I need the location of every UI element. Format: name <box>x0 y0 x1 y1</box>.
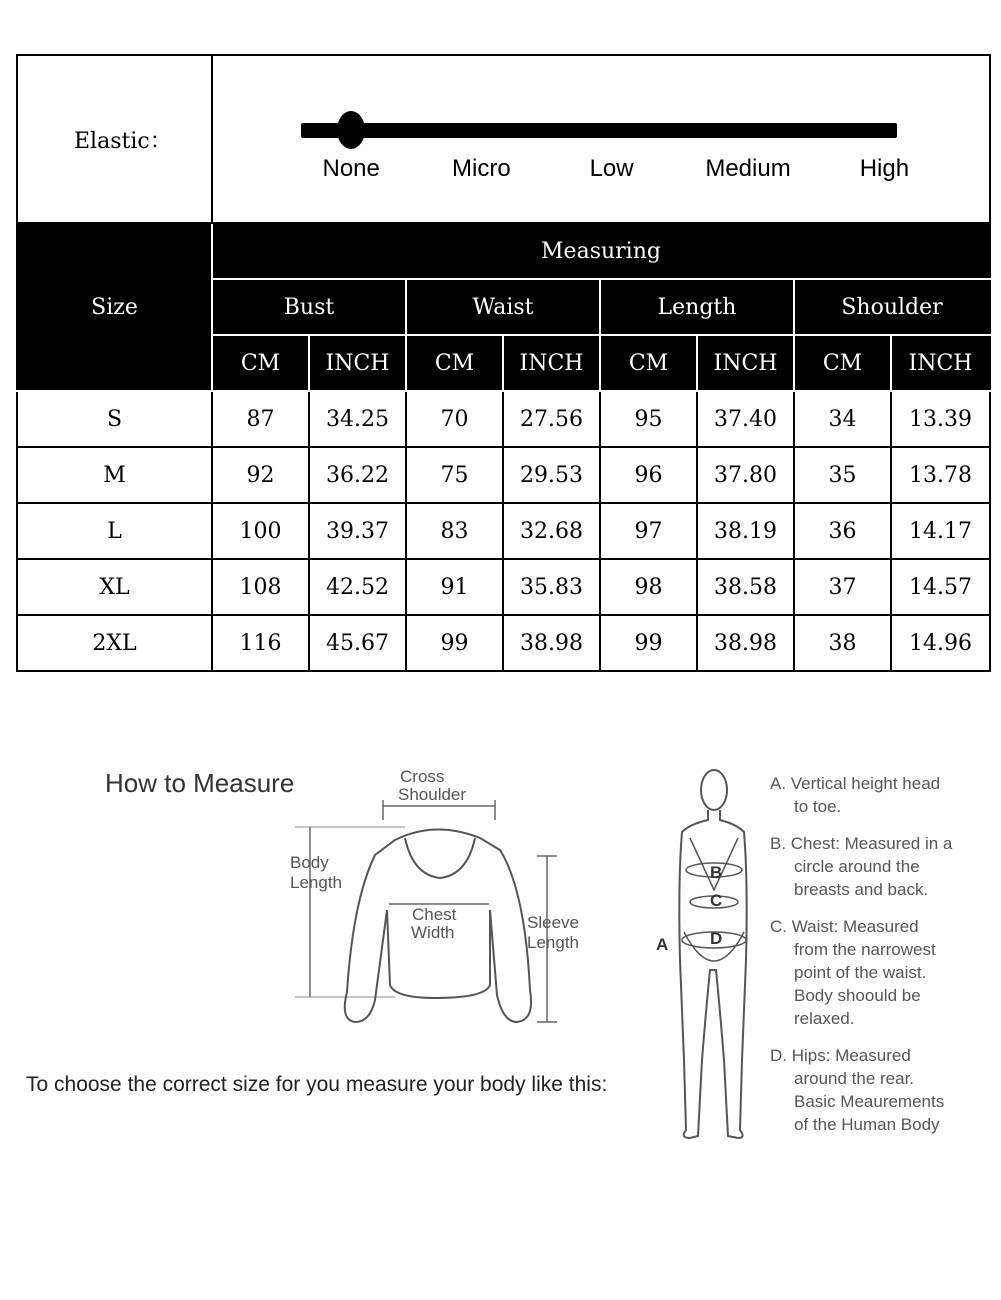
measurement-cell: 100 <box>212 503 309 559</box>
unit-header-cm: CM <box>600 335 697 391</box>
measurement-cell: 37 <box>794 559 891 615</box>
measure-note <box>770 772 990 818</box>
measurement-cell: 35.83 <box>503 559 600 615</box>
size-cell: L <box>17 503 212 559</box>
measurement-cell: 38.19 <box>697 503 794 559</box>
measurement-cell: 14.17 <box>891 503 990 559</box>
table-row <box>17 391 990 447</box>
unit-header-inch: INCH <box>309 335 406 391</box>
size-table-body <box>17 391 990 671</box>
measurement-cell: 27.56 <box>503 391 600 447</box>
chest-letter: B <box>710 863 723 882</box>
group-header-length: Length <box>600 279 794 335</box>
measurement-cell: 99 <box>600 615 697 671</box>
elastic-level-micro: Micro <box>452 155 511 182</box>
chest-width-label-1: Chest <box>412 905 457 924</box>
elastic-level-low: Low <box>589 155 634 182</box>
sleeve-length-label-2: Length <box>527 933 579 952</box>
measurement-cell: 95 <box>600 391 697 447</box>
table-row <box>17 559 990 615</box>
size-chart-table <box>16 54 991 672</box>
unit-header-inch: INCH <box>503 335 600 391</box>
size-cell: M <box>17 447 212 503</box>
measurement-cell: 36 <box>794 503 891 559</box>
measurement-cell: 13.39 <box>891 391 990 447</box>
measure-notes <box>770 772 990 1150</box>
size-cell: XL <box>17 559 212 615</box>
unit-header-cm: CM <box>794 335 891 391</box>
height-letter: A <box>656 935 669 954</box>
measurement-cell: 116 <box>212 615 309 671</box>
measurement-cell: 99 <box>406 615 503 671</box>
measurement-cell: 35 <box>794 447 891 503</box>
how-to-measure-title: How to Measure <box>105 768 295 798</box>
measurement-cell: 108 <box>212 559 309 615</box>
measurement-cell: 87 <box>212 391 309 447</box>
unit-header-inch: INCH <box>697 335 794 391</box>
measurement-cell: 38 <box>794 615 891 671</box>
body-length-label-1: Body <box>290 853 329 872</box>
head-outline <box>701 770 727 810</box>
group-header-waist: Waist <box>406 279 600 335</box>
elastic-scale-bar <box>301 123 897 138</box>
measurement-cell: 14.57 <box>891 559 990 615</box>
body-measure-diagram <box>650 760 770 1150</box>
size-header: Size <box>17 223 212 391</box>
measurement-cell: 92 <box>212 447 309 503</box>
measurement-cell: 42.52 <box>309 559 406 615</box>
elastic-level-medium: Medium <box>705 155 791 182</box>
measurement-cell: 29.53 <box>503 447 600 503</box>
size-cell: 2XL <box>17 615 212 671</box>
garment-measure-diagram <box>285 760 615 1050</box>
measurement-cell: 98 <box>600 559 697 615</box>
unit-header-cm: CM <box>212 335 309 391</box>
elastic-level-high: High <box>859 155 910 182</box>
measurement-cell: 97 <box>600 503 697 559</box>
measure-note-heading: A. Vertical height head <box>770 774 941 793</box>
measurement-cell: 14.96 <box>891 615 990 671</box>
measurement-cell: 39.37 <box>309 503 406 559</box>
measurement-cell: 83 <box>406 503 503 559</box>
sweater-neckline <box>405 838 475 878</box>
measure-note-detail: from the narrowest point of the waist. Body shoould be relaxed. <box>794 940 936 1028</box>
measurement-cell: 45.67 <box>309 615 406 671</box>
measurement-cell: 13.78 <box>891 447 990 503</box>
elastic-scale-labels <box>283 155 910 185</box>
measurement-cell: 96 <box>600 447 697 503</box>
table-row <box>17 615 990 671</box>
measure-note <box>770 1044 990 1136</box>
measure-note <box>770 832 990 901</box>
elastic-scale <box>212 55 990 223</box>
measurement-cell: 70 <box>406 391 503 447</box>
measurement-cell: 91 <box>406 559 503 615</box>
measure-note-heading: B. Chest: Measured in a <box>770 834 953 853</box>
size-cell: S <box>17 391 212 447</box>
cross-shoulder-label-1: Cross <box>400 767 445 786</box>
measure-note-detail: around the rear. Basic Meaurements of the Human Body <box>794 1069 945 1134</box>
body-length-label-2: Length <box>290 873 342 892</box>
sleeve-length-label-1: Sleeve <box>527 913 579 932</box>
measurement-cell: 34 <box>794 391 891 447</box>
hips-letter: D <box>710 929 723 948</box>
chest-width-label-2: Width <box>411 923 455 942</box>
elastic-label: Elastic： <box>17 55 212 223</box>
measurement-cell: 38.98 <box>697 615 794 671</box>
measurement-cell: 75 <box>406 447 503 503</box>
measuring-header: Measuring <box>212 223 990 279</box>
measurement-cell: 38.98 <box>503 615 600 671</box>
measure-note-heading: D. Hips: Measured <box>770 1046 911 1065</box>
measurement-cell: 32.68 <box>503 503 600 559</box>
measurement-cell: 37.40 <box>697 391 794 447</box>
measurement-cell: 36.22 <box>309 447 406 503</box>
unit-header-inch: INCH <box>891 335 990 391</box>
body-outline <box>679 810 746 1138</box>
measurement-cell: 34.25 <box>309 391 406 447</box>
waist-letter: C <box>710 891 723 910</box>
elastic-scale-indicator <box>337 111 365 149</box>
table-row <box>17 447 990 503</box>
measurement-cell: 37.80 <box>697 447 794 503</box>
measure-note-detail: to toe. <box>794 797 842 816</box>
table-row <box>17 503 990 559</box>
group-header-bust: Bust <box>212 279 406 335</box>
measure-note <box>770 915 990 1030</box>
group-header-shoulder: Shoulder <box>794 279 990 335</box>
measure-note-detail: circle around the breasts and back. <box>794 857 929 899</box>
elastic-level-none: None <box>322 155 380 182</box>
unit-header-cm: CM <box>406 335 503 391</box>
measure-note-heading: C. Waist: Measured <box>770 917 919 936</box>
measurement-cell: 38.58 <box>697 559 794 615</box>
measure-instruction: To choose the correct size for you measure your body like this: <box>26 1073 608 1096</box>
cross-shoulder-label-2: Shoulder <box>398 785 467 804</box>
